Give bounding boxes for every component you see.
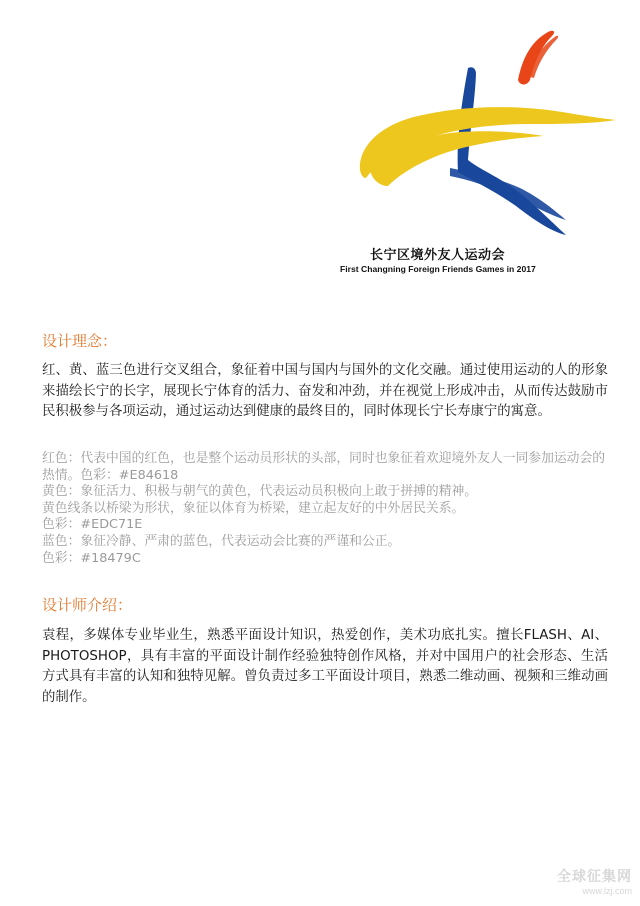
color-note-blue-code: 色彩：#18479C (42, 550, 141, 566)
watermark-url: www.lzj.com (582, 886, 632, 896)
logo-title-en: First Changning Foreign Friends Games in 2017 (340, 264, 536, 274)
design-concept-heading: 设计理念： (42, 332, 118, 350)
color-notes (42, 451, 612, 567)
logo-title-cn: 长宁区境外友人运动会 (370, 248, 506, 263)
color-note-yellow-code: 色彩：#EDC71E (42, 517, 143, 533)
color-note-yellow: 黄色：象征活力、积极与朝气的黄色，代表运动员积极向上敢于拼搏的精神。 (42, 484, 478, 500)
color-note-blue: 蓝色：象征冷静、严肃的蓝色，代表运动会比赛的严谨和公正。 (42, 533, 401, 549)
color-note-red: 红色：代表中国的红色，也是整个运动员形状的头部，同时也象征着欢迎境外友人一同参加运动会的热情。色彩：#E84618 (42, 451, 606, 483)
event-logo (330, 20, 630, 290)
designer-paragraph: 袁程，多媒体专业毕业生，熟悉平面设计知识，热爱创作，美术功底扎实。擅长FLASH、AI、PHOTOSHOP，具有丰富的平面设计制作经验独特创作风格，并对中国用户的社会形态、生活方式具有丰富的认知和独特见解。曾负责过多工平面设计项目，熟悉二维动画、视频和三维动画的制作。 (42, 628, 608, 705)
design-concept-paragraph: 红、黄、蓝三色进行交叉组合，象征着中国与国内与国外的文化交融。通过使用运动的人的形象来描绘长宁的长字，展现长宁体育的活力、奋发和冲劲，并在视觉上形成冲击，从而传达鼓励市民积极参与各项运动，通过运动达到健康的最终目的，同时体现长宁长寿康宁的寓意。 (42, 363, 608, 419)
designer-heading: 设计师介绍： (42, 596, 133, 614)
watermark (557, 866, 632, 896)
watermark-name: 全球征集网 (557, 869, 632, 885)
logo-blue-swoosh (450, 168, 566, 220)
logo-emblem (330, 20, 630, 240)
color-note-yellow-bridge: 黄色线条以桥梁为形状，象征以体育为桥梁，建立起友好的中外居民关系。 (42, 500, 465, 516)
